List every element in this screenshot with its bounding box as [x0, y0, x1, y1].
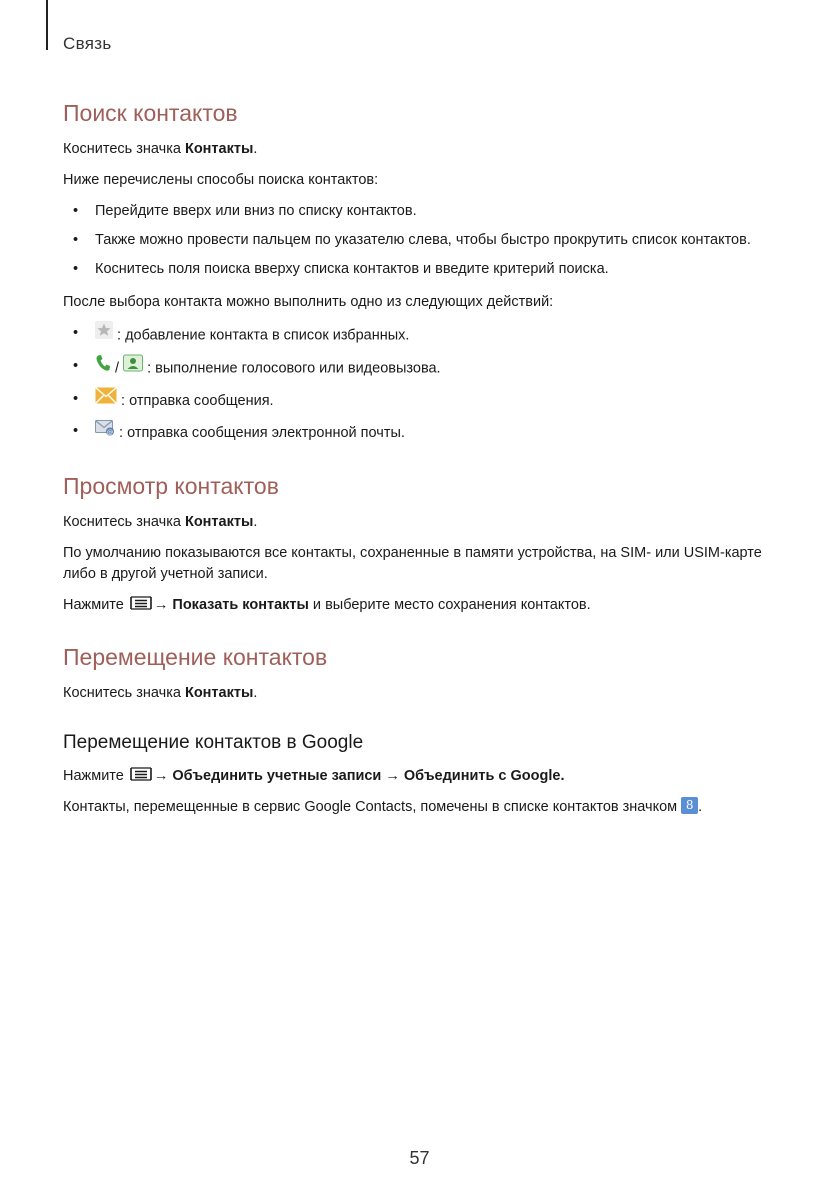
actions-list	[63, 323, 763, 445]
section-title-move: Перемещение контактов	[63, 644, 328, 670]
list-item: • Перейдите вверх или вниз по списку контактов.	[63, 201, 763, 222]
view-tap-instruction: Коснитесь значка Контакты.	[63, 514, 258, 530]
move-tap-instruction: Коснитесь значка Контакты.	[63, 685, 258, 701]
action-favorite: • : добавление контакта в список избранных.	[63, 323, 763, 348]
contacts-label: Контакты	[184, 514, 254, 530]
action-email: • @ : отправка сообщения электронной почты.	[63, 421, 763, 445]
google-note: Контакты, перемещенные в сервис Google Contacts, помечены в списке контактов значком 8 .	[63, 797, 703, 815]
google-icon: 8	[681, 797, 698, 814]
action-message: • : отправка сообщения.	[63, 389, 763, 413]
email-icon	[95, 419, 115, 443]
svg-text:@: • @	[106, 428, 114, 436]
actions-intro: После выбора контакта можно выполнить одно из следующих действий:	[63, 294, 554, 310]
chapter-title: Связь	[63, 34, 112, 53]
search-methods-list	[63, 201, 763, 280]
search-intro: Ниже перечислены способы поиска контактов:	[63, 172, 379, 188]
view-press-instruction: Нажмите → Показать контакты и выберите место сохранения контактов.	[63, 597, 591, 613]
show-contacts-label: Показать контакты	[172, 597, 309, 613]
action-call: • / : выполнение голосового или видеовызова.	[63, 356, 763, 381]
section-title-view: Просмотр контактов	[63, 473, 279, 499]
page-number: 57	[409, 1148, 430, 1168]
menu-icon	[130, 595, 152, 611]
subsection-title-google: Перемещение контактов в Google	[63, 732, 364, 753]
page-content	[63, 100, 763, 828]
video-call-icon	[123, 354, 143, 379]
phone-icon	[95, 354, 111, 379]
page-edge-line	[46, 0, 48, 50]
section-title-search: Поиск контактов	[63, 100, 238, 126]
contacts-label: Контакты	[184, 685, 254, 701]
merge-accounts-label: Объединить учетные записи	[172, 768, 382, 784]
view-default-text: По умолчанию показываются все контакты, сохраненные в памяти устройства, на SIM- или USIM-карте либо в другой учетной записи.	[63, 545, 762, 582]
menu-icon	[130, 766, 152, 782]
star-icon	[95, 321, 113, 346]
google-press-instruction: Нажмите → Объединить учетные записи → Объединить с Google.	[63, 768, 565, 784]
list-item: • Коснитесь поля поиска вверху списка контактов и введите критерий поиска.	[63, 259, 763, 280]
list-item: • Также можно провести пальцем по указателю слева, чтобы быстро прокрутить список контактов.	[63, 230, 763, 251]
search-tap-instruction: Коснитесь значка Контакты.	[63, 141, 258, 157]
contacts-label: Контакты	[184, 141, 254, 157]
merge-google-label: Объединить с Google	[403, 768, 561, 784]
message-icon	[95, 387, 117, 411]
